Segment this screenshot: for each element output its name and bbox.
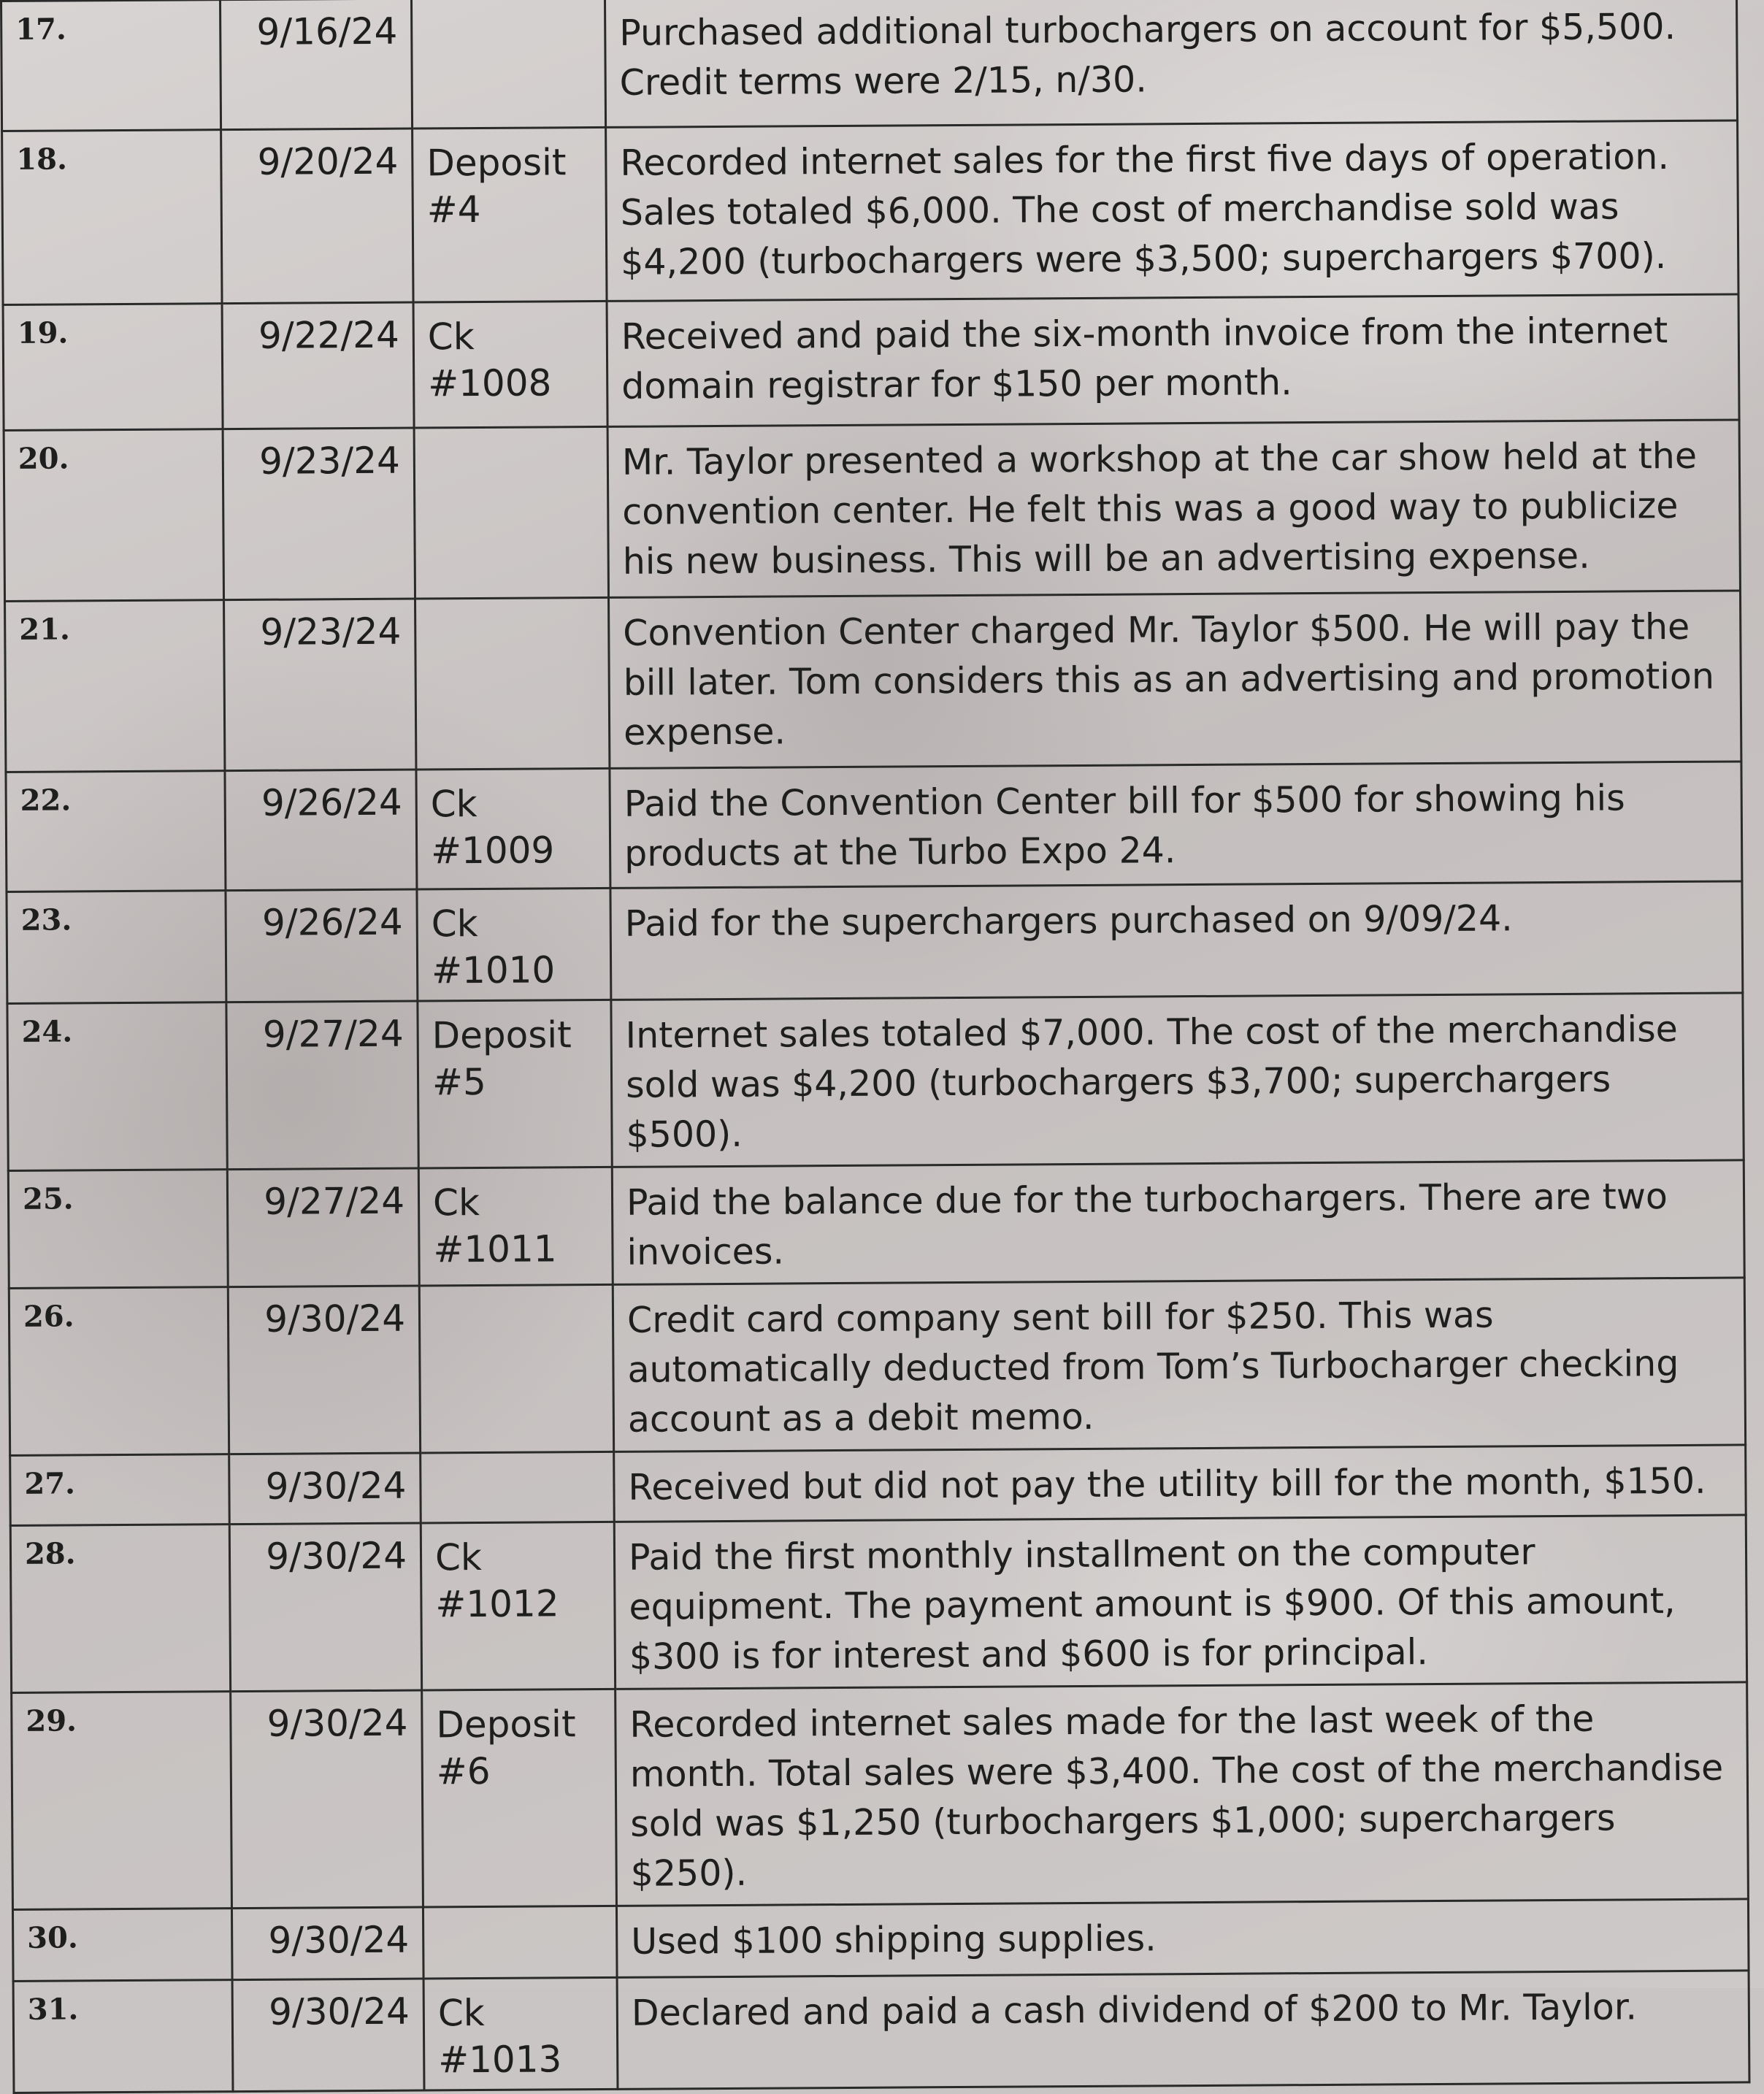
entry-date: 9/23/24 — [223, 428, 415, 600]
reference-type: Ck — [430, 783, 478, 826]
entry-number: 26. — [9, 1287, 229, 1456]
reference-type — [434, 1463, 599, 1464]
reference-type: Ck — [437, 1991, 485, 2035]
table-row — [7, 993, 1744, 1171]
entry-number: 27. — [10, 1454, 230, 1526]
entry-date: 9/30/24 — [229, 1453, 421, 1525]
reference-type: Ck — [434, 1536, 483, 1579]
table-row — [7, 881, 1743, 1004]
entry-description: Used $100 shipping supplies. — [616, 1899, 1749, 1977]
entry-date: 9/26/24 — [226, 889, 418, 1002]
entry-number: 20. — [4, 429, 223, 602]
reference-number: #4 — [426, 188, 481, 231]
table-row — [2, 120, 1738, 305]
reference-type — [429, 609, 594, 610]
entry-reference — [411, 0, 605, 129]
entry-description: Paid the first monthly installment on the computer equipment. The payment amount is $900. Of this amount, $300 is for interest and $600 is for principal. — [614, 1515, 1746, 1689]
reference-number — [429, 609, 594, 610]
entry-number: 24. — [7, 1002, 227, 1171]
reference-number: #1012 — [435, 1582, 559, 1626]
reference-type: Ck — [427, 315, 475, 358]
reference-number: #1009 — [430, 829, 555, 872]
reference-type: Ck — [432, 1181, 480, 1224]
entry-description: Received and paid the six-month invoice from the internet domain registrar for $150 per month. — [607, 294, 1739, 426]
entry-reference — [413, 127, 607, 302]
reference-number: #1010 — [431, 948, 556, 992]
entry-number: 21. — [5, 600, 225, 772]
entry-reference — [417, 888, 611, 1001]
entry-reference — [418, 1167, 613, 1286]
entry-description: Paid the balance due for the turbochargers. There are two invoices. — [612, 1160, 1744, 1284]
entry-description: Internet sales totaled $7,000. The cost of the merchandise sold was $4,200 (turbochargers $3,700; superchargers $500). — [611, 993, 1744, 1167]
entry-date: 9/30/24 — [232, 1979, 424, 2092]
entry-number: 23. — [7, 891, 226, 1004]
entry-reference — [423, 1977, 618, 2090]
entry-number: 30. — [12, 1909, 232, 1982]
entry-description: Credit card company sent bill for $250. This was automatically deducted from Tom’s Turbocharger checking account as a debit memo. — [613, 1278, 1745, 1451]
entry-description: Recorded internet sales for the first five days of operation. Sales totaled $6,000. The cost of merchandise sold was $4,200 (turbochargers were $3,500; superchargers $700). — [606, 120, 1738, 301]
entry-description: Recorded internet sales made for the last week of the month. Total sales were $3,400. The cost of the merchandise sold was $1,250 (turbochargers $1,000; superchargers $250). — [616, 1682, 1749, 1906]
entry-description: Declared and paid a cash dividend of $200 to Mr. Taylor. — [617, 1971, 1749, 2089]
reference-number — [434, 1296, 599, 1297]
entry-description: Paid for the superchargers purchased on 9/09/24. — [610, 881, 1743, 1000]
table-row — [3, 294, 1739, 431]
entry-reference — [422, 1689, 617, 1907]
table-row — [9, 1278, 1745, 1456]
table-row — [8, 1160, 1744, 1289]
reference-type — [429, 438, 594, 439]
entry-number: 18. — [2, 130, 222, 305]
entry-number: 29. — [12, 1692, 232, 1910]
entry-date: 9/27/24 — [226, 1001, 418, 1170]
entry-reference — [418, 1000, 612, 1168]
reference-number: #6 — [436, 1749, 491, 1793]
entry-description: Mr. Taylor presented a workshop at the car show held at the convention center. He felt this was a good way to publicize his new business. This will be an advertising expense. — [607, 420, 1740, 597]
reference-number — [429, 438, 594, 439]
entry-date: 9/30/24 — [231, 1907, 423, 1980]
entry-date: 9/23/24 — [224, 599, 416, 771]
reference-number: #1008 — [428, 361, 552, 405]
reference-type: Deposit — [436, 1703, 576, 1746]
entry-number: 28. — [10, 1525, 230, 1693]
table-row — [10, 1515, 1746, 1693]
table-row — [12, 1682, 1749, 1910]
entry-reference — [421, 1451, 615, 1523]
entry-date: 9/22/24 — [222, 302, 414, 429]
reference-type: Deposit — [426, 141, 567, 185]
entry-date: 9/16/24 — [220, 0, 413, 130]
reference-number: #1011 — [433, 1227, 557, 1271]
table-row — [13, 1971, 1749, 2093]
entry-date: 9/20/24 — [221, 129, 413, 304]
entry-reference — [416, 768, 610, 889]
entry-date: 9/26/24 — [225, 770, 417, 891]
entry-date: 9/30/24 — [231, 1690, 423, 1909]
entry-date: 9/30/24 — [228, 1286, 420, 1454]
table-row — [12, 1899, 1749, 1982]
entry-reference — [415, 597, 610, 770]
table-row — [6, 762, 1742, 892]
entry-date: 9/30/24 — [229, 1523, 421, 1692]
reference-number — [437, 1917, 602, 1918]
reference-type: Deposit — [432, 1013, 572, 1057]
reference-number: #5 — [432, 1060, 486, 1104]
entry-number: 19. — [3, 304, 223, 431]
reference-number — [434, 1463, 599, 1464]
table-row — [4, 420, 1740, 602]
table-row — [10, 1445, 1746, 1526]
entry-reference — [419, 1284, 613, 1453]
entry-number: 17. — [1, 0, 221, 131]
reference-number: #1013 — [438, 2038, 562, 2082]
entry-description: Convention Center charged Mr. Taylor $500. He will pay the bill later. Tom considers this as an advertising and promotion expense. — [609, 591, 1741, 768]
entry-description: Purchased additional turbochargers on account for $5,500. Credit terms were 2/15, n/30. — [605, 0, 1737, 127]
entry-description: Received but did not pay the utility bill for the month, $150. — [614, 1445, 1746, 1522]
entry-reference — [413, 301, 607, 428]
entry-number: 25. — [8, 1170, 228, 1289]
entry-description: Paid the Convention Center bill for $500 for showing his products at the Turbo Expo 24. — [610, 762, 1742, 888]
entry-date: 9/27/24 — [227, 1168, 419, 1287]
entry-reference — [423, 1906, 617, 1979]
entry-number: 31. — [13, 1980, 233, 2093]
entry-reference — [414, 426, 608, 599]
reference-type — [434, 1296, 599, 1297]
entry-number: 22. — [6, 771, 226, 892]
table-row — [5, 591, 1741, 772]
entry-reference — [421, 1522, 615, 1690]
reference-type: Ck — [431, 902, 478, 946]
reference-type — [437, 1917, 602, 1918]
table-row — [1, 0, 1738, 131]
